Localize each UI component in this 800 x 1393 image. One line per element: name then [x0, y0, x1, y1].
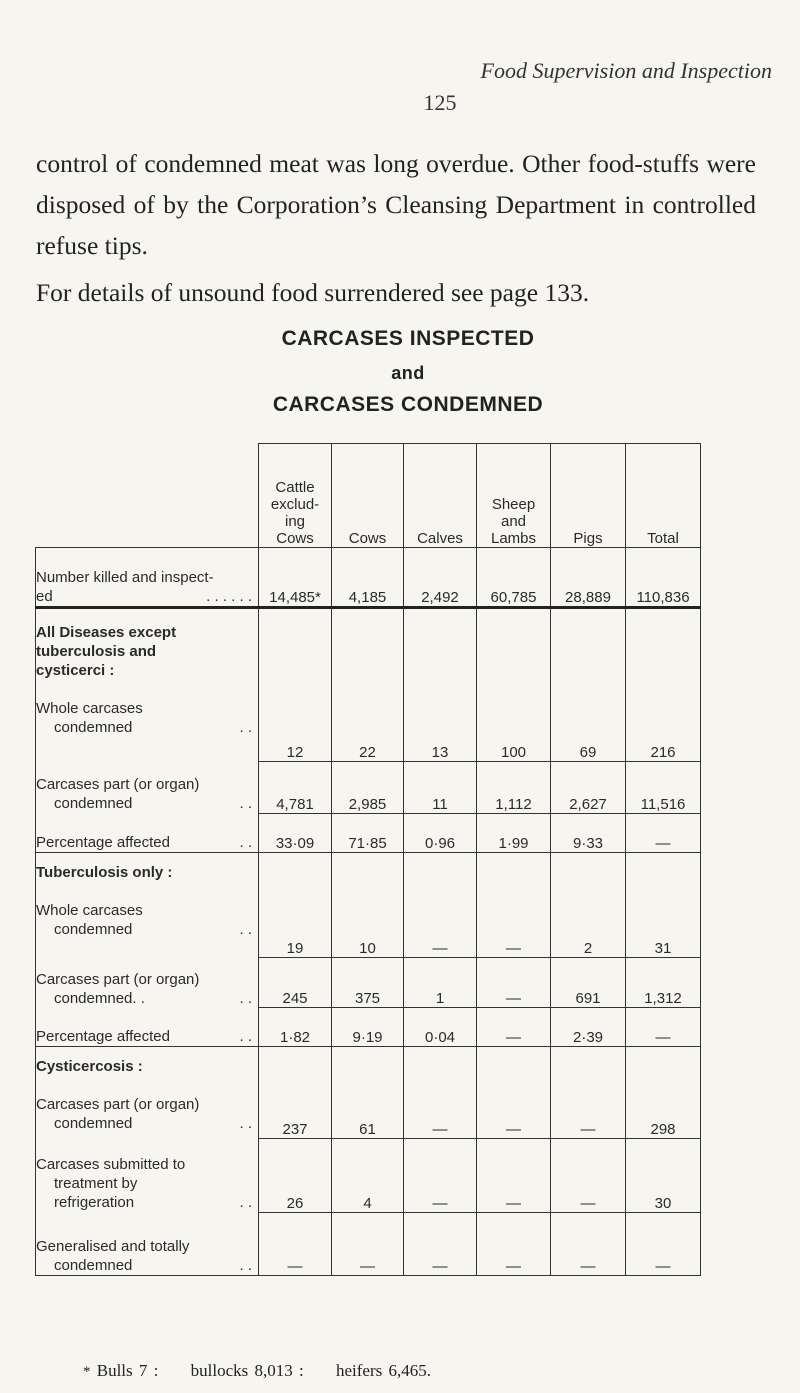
footnote-star: * — [83, 1364, 91, 1380]
table-cell: — — [477, 852, 551, 958]
leader-dots: . . — [239, 719, 252, 736]
leader-dots: . . — [239, 833, 252, 851]
row-label — [36, 1212, 259, 1275]
table-cell: 4,781 — [259, 761, 332, 813]
table-cell: — — [477, 1008, 551, 1047]
table-cell: 14,485* — [259, 548, 332, 608]
table-cell: — — [551, 1212, 626, 1275]
table-cell: — — [404, 1047, 477, 1139]
row-label — [36, 761, 259, 813]
table-cell: — — [626, 813, 701, 852]
row-label — [36, 1138, 259, 1212]
table-cell: 100 — [477, 608, 551, 762]
table-header-row — [36, 444, 701, 548]
table-cell: 0·04 — [404, 1008, 477, 1047]
table-row — [36, 761, 701, 813]
table-cell: 110,836 — [626, 548, 701, 608]
table-cell: 69 — [551, 608, 626, 762]
table-cell: 12 — [259, 608, 332, 762]
table-cell: — — [626, 1212, 701, 1275]
leader-dots: . . — [239, 1256, 252, 1274]
column-header-sheep — [477, 444, 551, 548]
table-cell: 71·85 — [332, 813, 404, 852]
leader-dots: . . — [239, 795, 252, 812]
table-cell: 237 — [259, 1047, 332, 1139]
leader-dots: . . . . . . — [206, 588, 252, 605]
group-title — [36, 623, 258, 680]
table-cell: 22 — [332, 608, 404, 762]
row-label-line: Carcases part (or organ) — [36, 776, 200, 793]
row-label-line: Number killed and inspect- — [36, 569, 214, 586]
group-title-line: cysticerci : — [36, 662, 115, 679]
column-header-line: Pigs — [573, 530, 603, 547]
table-row-killed — [36, 548, 701, 608]
body-paragraph-1: control of condemned meat was long overdue. Other food-stuffs were disposed of by the Corporation’s Cleansing Department in controlled refuse tips. — [36, 149, 756, 260]
table-cell: — — [477, 958, 551, 1008]
table-cell: — — [404, 1138, 477, 1212]
row-label-line: condemned — [54, 1256, 133, 1274]
table-cell: — — [551, 1138, 626, 1212]
table-cell: — — [477, 1047, 551, 1139]
column-header-line: and — [500, 513, 527, 530]
leader-dots: . . — [239, 1194, 252, 1211]
column-header-line: exclud- — [270, 496, 320, 513]
column-header-line: Cows — [348, 530, 387, 547]
column-header-line: Total — [647, 530, 679, 547]
table-cell: 2,985 — [332, 761, 404, 813]
row-label-line: Whole carcases — [36, 901, 143, 919]
carcases-table — [35, 443, 701, 1276]
table-cell: 11 — [404, 761, 477, 813]
table-cell: 1·99 — [477, 813, 551, 852]
column-header-line: Lambs — [490, 530, 537, 547]
column-header-line: Cows — [276, 530, 314, 547]
table-cell: 61 — [332, 1047, 404, 1139]
row-label-line: ed — [36, 588, 53, 605]
row-label — [36, 852, 259, 958]
table-row — [36, 852, 701, 958]
row-label — [36, 608, 259, 762]
table-cell: — — [626, 1008, 701, 1047]
row-label-line: Percentage affected — [36, 833, 170, 851]
table-title-line-3: CARCASES CONDEMNED — [272, 393, 544, 416]
table-cell: 4 — [332, 1138, 404, 1212]
group-title: Tuberculosis only : — [36, 863, 173, 881]
table-cell: 0·96 — [404, 813, 477, 852]
leader-dots: . . — [239, 1115, 252, 1132]
table-cell: 10 — [332, 852, 404, 958]
column-header-cattle — [259, 444, 332, 548]
row-label-line: condemned — [54, 1115, 133, 1132]
table-cell: — — [477, 1212, 551, 1275]
table-cell: 33·09 — [259, 813, 332, 852]
table-cell: — — [332, 1212, 404, 1275]
column-header-line: ing — [284, 513, 306, 530]
body-paragraph-2: For details of unsound food surrendered see page 133. — [36, 278, 590, 307]
row-label-line: Generalised and totally — [36, 1237, 190, 1255]
column-header-total — [626, 444, 701, 548]
row-label — [36, 1047, 259, 1139]
table-cell: — — [404, 852, 477, 958]
column-header-pigs — [551, 444, 626, 548]
table-cell: — — [404, 1212, 477, 1275]
table-row — [36, 608, 701, 762]
leader-dots: . . — [239, 989, 252, 1007]
table-cell: 1,112 — [477, 761, 551, 813]
table-cell: 9·19 — [332, 1008, 404, 1047]
table-cell: 26 — [259, 1138, 332, 1212]
table-cell: 30 — [626, 1138, 701, 1212]
table-cell: 13 — [404, 608, 477, 762]
row-label — [36, 958, 259, 1008]
column-header-line: Calves — [417, 530, 463, 547]
column-header-cows — [332, 444, 404, 548]
running-head: Food Supervision and Inspection — [480, 58, 772, 83]
row-label-line: condemned — [54, 719, 133, 736]
table-cell: 2,492 — [404, 548, 477, 608]
table-row — [36, 1047, 701, 1139]
table-cell: 298 — [626, 1047, 701, 1139]
row-label-line: treatment by — [54, 1175, 138, 1192]
table-cell: 9·33 — [551, 813, 626, 852]
table-cell: 216 — [626, 608, 701, 762]
footnote-part: heifers 6,465. — [335, 1361, 431, 1380]
group-title: Cysticercosis : — [36, 1058, 143, 1075]
row-label-line: condemned — [54, 795, 133, 812]
table-cell: 19 — [259, 852, 332, 958]
table-cell: 691 — [551, 958, 626, 1008]
table-cell: 31 — [626, 852, 701, 958]
column-header-line: Cattle — [275, 479, 315, 496]
table-cell: 245 — [259, 958, 332, 1008]
row-label — [36, 548, 259, 608]
column-header-line: Sheep — [491, 496, 536, 513]
table-cell: 2,627 — [551, 761, 626, 813]
group-title-line: tuberculosis and — [36, 643, 157, 660]
table-cell: 28,889 — [551, 548, 626, 608]
footnote-part: Bulls 7 : — [96, 1361, 159, 1380]
leader-dots: . . — [239, 920, 252, 938]
column-header-calves — [404, 444, 477, 548]
table-cell: 1 — [404, 958, 477, 1008]
row-label-line: Carcases submitted to — [36, 1156, 186, 1173]
leader-dots: . . — [239, 1028, 252, 1045]
row-label-line: condemned. . — [54, 989, 145, 1007]
group-title-line: All Diseases except — [36, 624, 177, 641]
row-label-line: Whole carcases — [36, 700, 143, 717]
table-cell: 11,516 — [626, 761, 701, 813]
table-cell: 60,785 — [477, 548, 551, 608]
table-cell: 4,185 — [332, 548, 404, 608]
table-row — [36, 958, 701, 1008]
table-cell: 1·82 — [259, 1008, 332, 1047]
table-cell: 375 — [332, 958, 404, 1008]
row-label — [36, 1008, 259, 1047]
table-cell: — — [551, 1047, 626, 1139]
row-label-line: Carcases part (or organ) — [36, 1096, 200, 1113]
table-cell: — — [477, 1138, 551, 1212]
table-row — [36, 1138, 701, 1212]
row-label-line: condemned — [54, 920, 133, 938]
row-label-line: Carcases part (or organ) — [36, 970, 200, 988]
table-title-line-1: CARCASES INSPECTED — [281, 327, 535, 350]
row-label-line: refrigeration — [54, 1194, 135, 1211]
table-cell: 1,312 — [626, 958, 701, 1008]
row-label-line: Percentage affected — [36, 1028, 170, 1045]
header-blank-cell — [36, 444, 259, 548]
table-row — [36, 1008, 701, 1047]
table-row — [36, 1212, 701, 1275]
table-cell: 2 — [551, 852, 626, 958]
table-row — [36, 813, 701, 852]
footnote-part: bullocks 8,013 : — [190, 1361, 304, 1380]
row-label — [36, 813, 259, 852]
page-number: 125 — [423, 90, 457, 115]
table-cell: 2·39 — [551, 1008, 626, 1047]
table-title-line-2: and — [391, 363, 425, 383]
table-cell: — — [259, 1212, 332, 1275]
footnote — [83, 1361, 783, 1381]
